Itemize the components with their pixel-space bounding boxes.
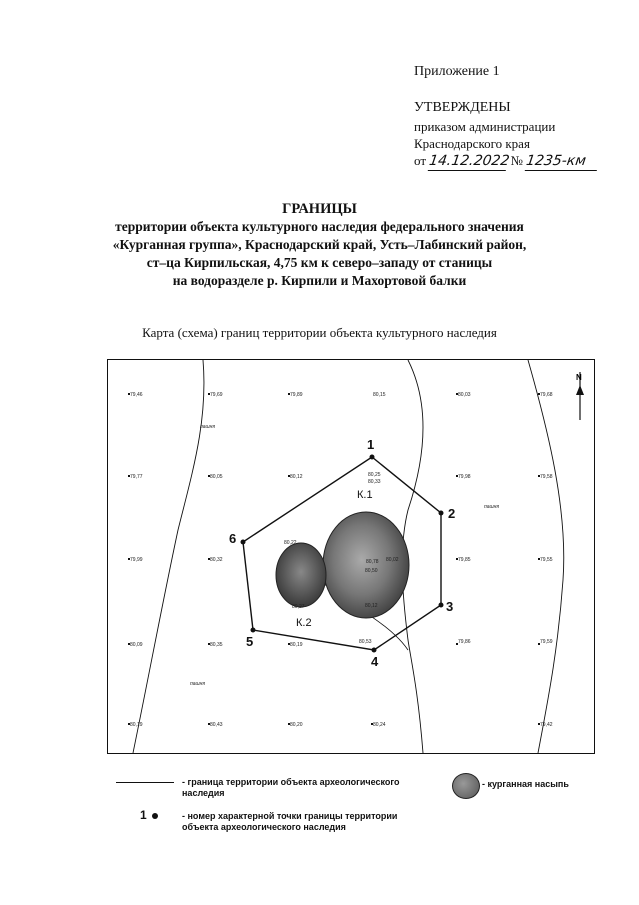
legend-point-number: 1 xyxy=(140,808,147,822)
elev-1-0: 79,77 xyxy=(130,474,143,480)
order-line2: Краснодарского края xyxy=(414,136,530,151)
elev-2-4: 80,02 xyxy=(386,557,399,563)
north-arrow xyxy=(576,372,584,420)
boundary-dot-4 xyxy=(372,648,377,653)
boundary-point-2: 2 xyxy=(448,506,456,521)
mound-k2 xyxy=(276,543,326,607)
elev-0-4: 80,03 xyxy=(458,392,471,398)
order-block xyxy=(414,118,598,171)
elev-3-1: 80,35 xyxy=(210,642,223,648)
boundary-point-1: 1 xyxy=(367,437,375,452)
field-label-3: пашня xyxy=(190,681,206,687)
legend-boundary-line1: - граница территории объекта археологического xyxy=(182,777,400,787)
elev-3-0: 80,09 xyxy=(130,642,143,648)
center-label-3: 80,50 xyxy=(365,568,378,574)
elev-0-3: 80,15 xyxy=(373,392,386,398)
elev-3-5: 79,86 xyxy=(458,639,471,645)
legend-point-line1: - номер характерной точки границы территории xyxy=(182,811,398,821)
title-heading: ГРАНИЦЫ xyxy=(282,201,357,217)
elev-2-5: 79,85 xyxy=(458,557,471,563)
elev-0-1: 79,69 xyxy=(210,392,223,398)
elev-3-2: 80,19 xyxy=(290,642,303,648)
elev-0-5: 79,68 xyxy=(540,392,553,398)
number-prefix: № xyxy=(510,153,523,168)
elev-4-0: 80,19 xyxy=(130,722,143,728)
legend-point-line2: объекта археологического наследия xyxy=(182,822,346,832)
field-label-1: пашня xyxy=(200,424,216,430)
elev-4-1: 80,43 xyxy=(210,722,223,728)
order-line1: приказом администрации xyxy=(414,119,556,134)
elev-3-3: 80,27 xyxy=(292,604,305,610)
order-date-line xyxy=(414,152,598,171)
boundary-dot-6 xyxy=(241,540,246,545)
legend-boundary-line xyxy=(116,782,174,783)
boundary-point-3: 3 xyxy=(446,599,454,614)
elev-4-2: 80,20 xyxy=(290,722,303,728)
map-caption: Карта (схема) границ территории объекта культурного наследия xyxy=(142,325,497,340)
elev-0-0: 79,46 xyxy=(130,392,143,398)
elev-2-0: 79,99 xyxy=(130,557,143,563)
elev-1-4: 79,98 xyxy=(458,474,471,480)
elev-3-6: 79,59 xyxy=(540,639,553,645)
boundary-dot-1 xyxy=(370,455,375,460)
boundary-point-6: 6 xyxy=(229,531,237,546)
legend-mound-icon xyxy=(452,773,480,799)
map-frame xyxy=(107,359,595,754)
boundary-dot-2 xyxy=(439,511,444,516)
mound-label-k1: К.1 xyxy=(357,489,373,501)
title-line4: на водоразделе р. Кирпили и Махортовой балки xyxy=(172,273,467,288)
legend-boundary-text xyxy=(182,777,400,799)
date-prefix: от xyxy=(414,153,427,168)
elev-2-1: 80,32 xyxy=(210,557,223,563)
elev-1-5: 79,58 xyxy=(540,474,553,480)
boundary-dot-5 xyxy=(251,628,256,633)
title-line2: «Курганная группа», Краснодарский край, Усть–Лабинский район, xyxy=(112,237,527,252)
contour-line-west xyxy=(133,360,204,753)
elev-1-2: 80,12 xyxy=(290,474,303,480)
title-line3: ст–ца Кирпильская, 4,75 км к северо–западу от станицы xyxy=(146,255,493,270)
north-label: N xyxy=(576,373,582,382)
boundary-point-4: 4 xyxy=(371,654,379,669)
elev-2-6: 79,55 xyxy=(540,557,553,563)
elev-4-3: 80,24 xyxy=(373,722,386,728)
elev-1-1: 80,05 xyxy=(210,474,223,480)
handwritten-number: 1235-км xyxy=(525,153,600,171)
map-svg xyxy=(108,360,594,753)
boundary-dot-3 xyxy=(439,603,444,608)
legend-point-dot xyxy=(152,813,158,819)
elev-0-2: 79,89 xyxy=(290,392,303,398)
center-label-2: 80,12 xyxy=(365,603,378,609)
boundary-point-5: 5 xyxy=(246,634,254,649)
appendix-label: Приложение 1 xyxy=(414,64,500,79)
elev-2-2: 80,22 xyxy=(284,540,297,546)
elev-1-3: 80,33 xyxy=(368,479,381,485)
elev-3-4: 80,53 xyxy=(359,639,372,645)
elev-4-4: 79,42 xyxy=(540,722,553,728)
legend-point-text xyxy=(182,811,397,833)
legend-boundary-line2: наследия xyxy=(182,788,225,798)
elev-2-3: 80,78 xyxy=(366,559,379,565)
field-label-2: пашня xyxy=(484,504,500,510)
approved-heading: УТВЕРЖДЕНЫ xyxy=(414,100,511,115)
handwritten-date: 14.12.2022 xyxy=(428,153,511,169)
title-line1: территории объекта культурного наследия федерального значения xyxy=(115,219,524,234)
mound-label-k2: К.2 xyxy=(296,617,312,629)
document-title xyxy=(0,200,639,290)
center-label-1: 80,25 xyxy=(368,472,381,478)
legend-mound-text: - курганная насыпь xyxy=(482,779,569,789)
